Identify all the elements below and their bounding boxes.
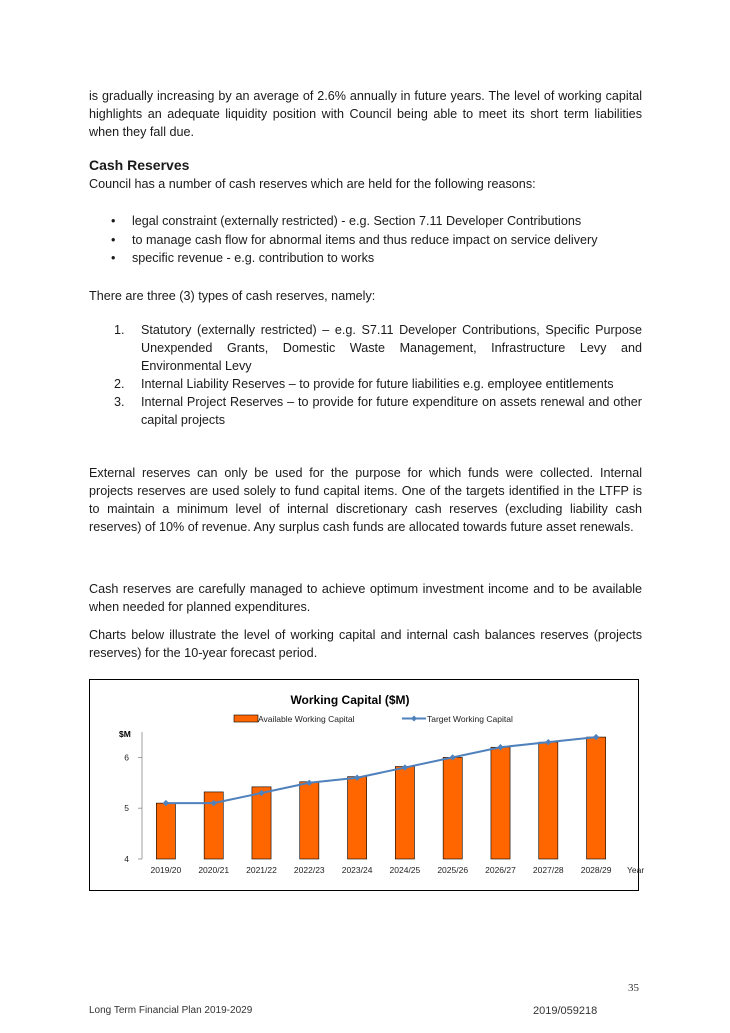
bullet-icon: • <box>111 251 116 265</box>
footer-doc-title: Long Term Financial Plan 2019-2029 <box>89 1005 253 1016</box>
managed-paragraph: Cash reserves are carefully managed to achieve optimum investment income and to be available when needed for planned expenditures. <box>89 582 642 614</box>
line-target-working-capital <box>166 737 596 803</box>
footer-doc-ref: 2019/059218 <box>533 1005 598 1017</box>
types-intro: There are three (3) types of cash reserves, namely: <box>89 289 376 303</box>
x-tick-label: 2019/20 <box>150 865 182 875</box>
bullet-icon: • <box>111 232 116 247</box>
x-tick-label: 2026/27 <box>485 865 516 875</box>
x-tick-label: 2022/23 <box>293 865 325 875</box>
reasons-list <box>89 212 649 268</box>
legend-label-target: Target Working Capital <box>427 714 513 724</box>
y-tick-label: 4 <box>124 854 129 864</box>
legend-swatch-bar <box>234 715 258 722</box>
x-tick-label: 2025/26 <box>437 865 469 875</box>
legend-marker-diamond <box>411 716 417 722</box>
reserve-types-list <box>89 321 642 429</box>
chart-canvas <box>90 680 645 890</box>
bar-available-working-capital <box>539 742 558 859</box>
x-tick-label: 2023/24 <box>341 865 373 875</box>
bar-available-working-capital <box>348 777 367 859</box>
bar-available-working-capital <box>443 757 462 859</box>
chart-plot-area <box>124 732 611 875</box>
list-item: 3. Internal Project Reserves – to provide for future expenditure on assets renewal and other capital projects <box>114 395 642 427</box>
list-item: 2. Internal Liability Reserves – to provide for future liabilities e.g. employee entitlements <box>114 377 614 391</box>
chart-legend <box>234 714 513 724</box>
chart-title: Working Capital ($M) <box>290 693 410 707</box>
x-tick-label: 2021/22 <box>246 865 277 875</box>
y-tick-label: 6 <box>124 752 129 763</box>
page-number: 35 <box>628 982 639 994</box>
bar-available-working-capital <box>587 737 606 859</box>
bar-available-working-capital <box>395 767 414 859</box>
bar-available-working-capital <box>491 747 510 859</box>
external-reserves-paragraph: External reserves can only be used for the purpose for which funds were collected. Internal projects reserves are used solely to fund capital items. One of the targets identified in the LTFP is to maintain a minimum level of internal discretionary cash reserves (excluding liability cash reserves) of 10% of revenue. Any surplus cash funds are allocated towards future asset renewals. <box>89 466 642 534</box>
reserves-intro: Council has a number of cash reserves which are held for the following reasons: <box>89 177 536 191</box>
intro-paragraph: is gradually increasing by an average of 2.6% annually in future years. The level of working capital highlights an adequate liquidity position with Council being able to meet its short term liabilities when they fall due. <box>89 89 642 139</box>
list-item: 1. Statutory (externally restricted) – e.g. S7.11 Developer Contributions, Specific Purpose Unexpended Grants, Domestic Waste Management, Infrastructure Levy and Environmental Levy <box>114 323 642 373</box>
x-tick-label: 2027/28 <box>532 865 564 875</box>
x-tick-label: 2020/21 <box>198 865 230 875</box>
list-item: • to manage cash flow for abnormal items and thus reduce impact on service delivery <box>89 231 649 250</box>
y-tick-label: 5 <box>124 803 129 814</box>
list-item: • specific revenue - e.g. contribution to works <box>89 249 649 268</box>
list-item: • legal constraint (externally restricted) - e.g. Section 7.11 Developer Contributions <box>89 212 649 231</box>
x-tick-label: 2024/25 <box>389 865 421 875</box>
legend-label-available: Available Working Capital <box>258 714 355 724</box>
section-heading: Cash Reserves <box>89 157 190 173</box>
bar-available-working-capital <box>156 803 175 859</box>
bar-available-working-capital <box>300 782 319 859</box>
x-axis-label: Year <box>627 865 645 875</box>
bullet-icon: • <box>111 214 116 228</box>
charts-below-paragraph: Charts below illustrate the level of working capital and internal cash balances reserves (projects reserves) for the 10-year forecast period. <box>89 628 642 660</box>
y-axis-label: $M <box>119 729 131 739</box>
x-tick-label: 2028/29 <box>580 865 612 875</box>
working-capital-chart <box>89 679 645 891</box>
bar-available-working-capital <box>252 787 271 859</box>
